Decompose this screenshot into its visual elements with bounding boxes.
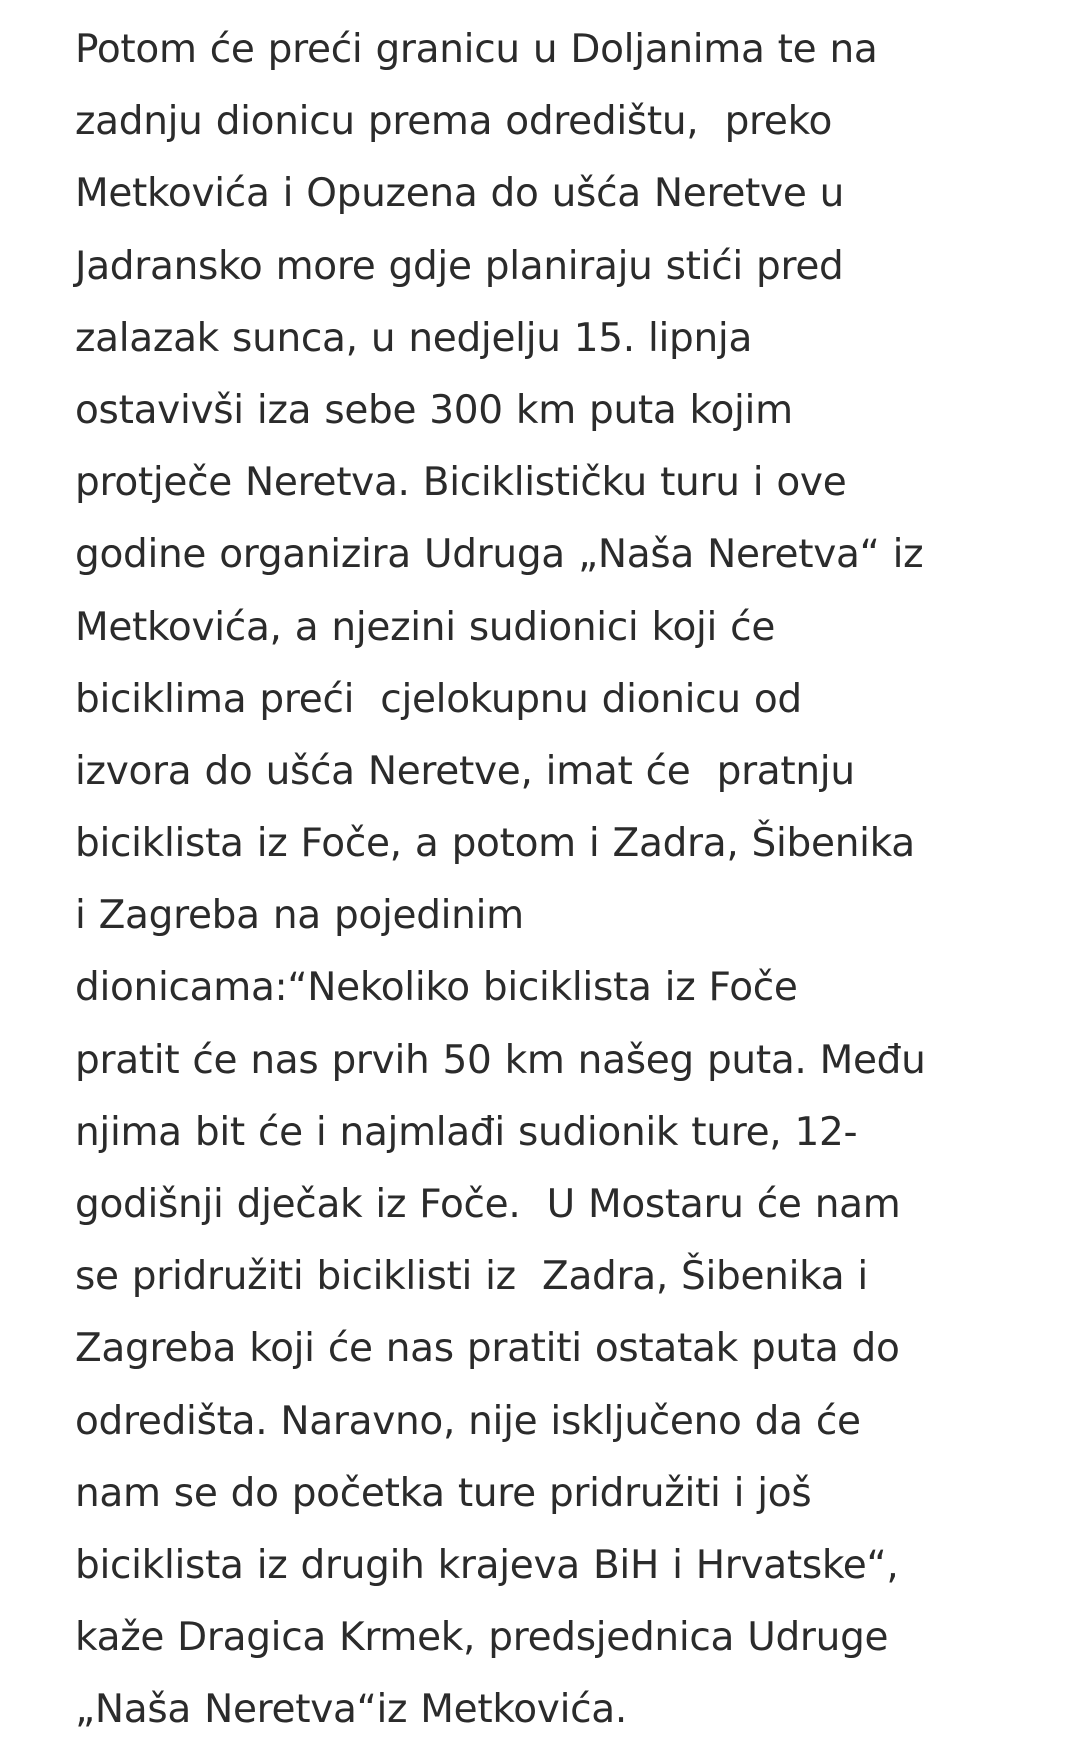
article-line: biciklista iz Foče, a potom i Zadra, Šibenika	[75, 821, 915, 867]
article-line: se pridružiti biciklisti iz Zadra, Šibenika i	[75, 1254, 868, 1300]
article-line: pratit će nas prvih 50 km našeg puta. Među	[75, 1037, 926, 1083]
article-line: godišnji dječak iz Foče. U Mostaru će nam	[75, 1182, 901, 1227]
article-line: zadnju dionicu prema odredištu, preko	[75, 99, 833, 145]
article-line: odredišta. Naravno, nije isključeno da će	[75, 1398, 861, 1444]
article-line: Potom će preći granicu u Doljanima te na	[75, 27, 878, 72]
article-line: zalazak sunca, u nedjelju 15. lipnja	[75, 315, 753, 361]
article-line: ostavivši iza sebe 300 km puta kojim	[75, 387, 793, 433]
article-line: i Zagreba na pojedinim	[75, 893, 524, 939]
article-line: nam se do početka ture pridružiti i još	[75, 1470, 812, 1516]
article-line: Zagreba koji će nas pratiti ostatak puta do	[75, 1326, 900, 1372]
article-line: njima bit će i najmlađi sudionik ture, 12-	[75, 1109, 858, 1155]
article-line: Jadransko more gdje planiraju stići pred	[75, 243, 844, 289]
article-line: biciklista iz drugih krajeva BiH i Hrvatske“,	[75, 1542, 899, 1588]
article-line: izvora do ušća Neretve, imat će pratnju	[75, 748, 855, 794]
article-line: Metkovića i Opuzena do ušća Neretve u	[75, 171, 845, 217]
article-line: biciklima preći cjelokupnu dionicu od	[75, 676, 802, 722]
article-line: kaže Dragica Krmek, predsjednica Udruge	[75, 1615, 889, 1661]
article-body	[75, 14, 1065, 1747]
article-line: dionicama:“Nekoliko biciklista iz Foče	[75, 965, 798, 1011]
article-line: godine organizira Udruga „Naša Neretva“ iz	[75, 532, 924, 578]
article-line: „Naša Neretva“iz Metkovića.	[75, 1687, 627, 1733]
article-line: protječe Neretva. Biciklističku turu i ove	[75, 460, 847, 506]
article-line: Metkovića, a njezini sudionici koji će	[75, 604, 776, 650]
